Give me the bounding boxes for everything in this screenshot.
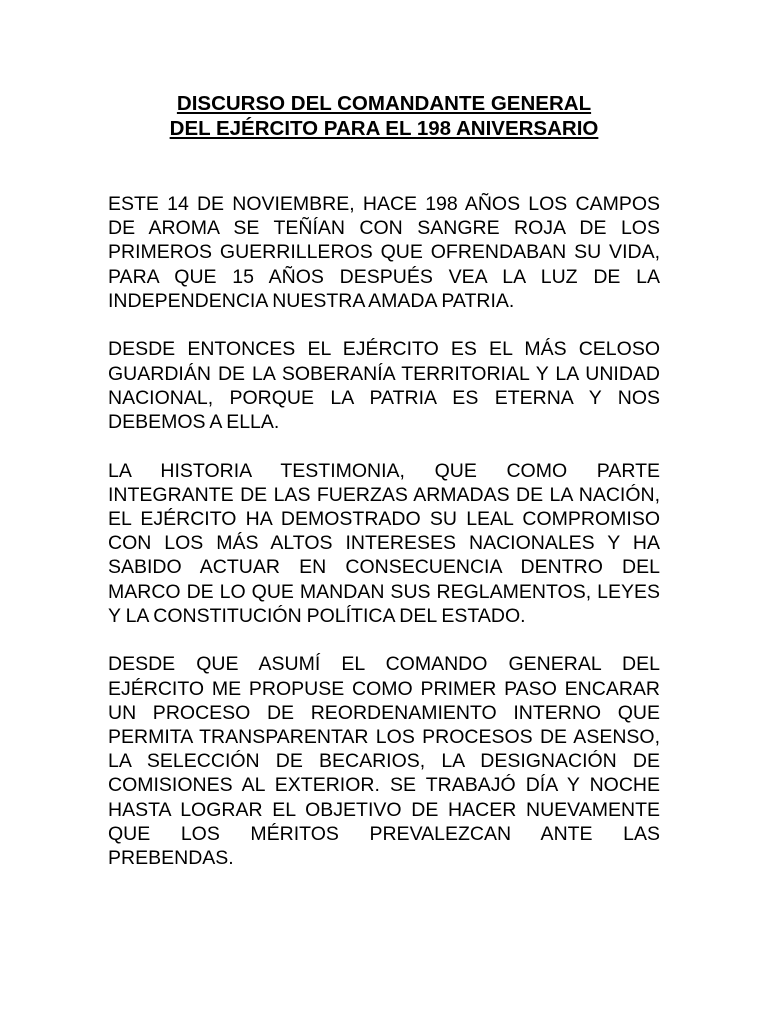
paragraph-2: DESDE ENTONCES EL EJÉRCITO ES EL MÁS CELOSO GUARDIÁN DE LA SOBERANÍA TERRITORIAL Y LA UNIDAD NACIONAL, PORQUE LA PATRIA ES ETERNA Y NOS DEBEMOS A ELLA.	[108, 338, 660, 434]
document-title-line-2: DEL EJÉRCITO PARA EL 198 ANIVERSARIO	[169, 117, 599, 140]
paragraph-4: DESDE QUE ASUMÍ EL COMANDO GENERAL DEL EJÉRCITO ME PROPUSE COMO PRIMER PASO ENCARAR UN PROCESO DE REORDENAMIENTO INTERNO QUE PERMITA TRANSPARENTAR LOS PROCESOS DE ASENSO, LA SELECCIÓN DE BECARIOS, LA DESIGNACIÓN DE COMISIONES AL EXTERIOR. SE TRABAJÓ DÍA Y NOCHE HASTA LOGRAR EL OBJETIVO DE HACER NUEVAMENTE QUE LOS MÉRITOS PREVALEZCAN ANTE LAS PREBENDAS.	[108, 653, 660, 870]
document-title-line-1: DISCURSO DEL COMANDANTE GENERAL	[176, 92, 592, 115]
paragraph-1: ESTE 14 DE NOVIEMBRE, HACE 198 AÑOS LOS CAMPOS DE AROMA SE TEÑÍAN CON SANGRE ROJA DE LOS PRIMEROS GUERRILLEROS QUE OFRENDABAN SU VIDA, PARA QUE 15 AÑOS DESPUÉS VEA LA LUZ DE LA INDEPENDENCIA NUESTRA AMADA PATRIA.	[108, 193, 660, 312]
document-title	[0, 91, 768, 141]
document-body	[108, 192, 660, 895]
paragraph-3: LA HISTORIA TESTIMONIA, QUE COMO PARTE INTEGRANTE DE LAS FUERZAS ARMADAS DE LA NACIÓN, EL EJÉRCITO HA DEMOSTRADO SU LEAL COMPROMISO CON LOS MÁS ALTOS INTERESES NACIONALES Y HA SABIDO ACTUAR EN CONSECUENCIA DENTRO DEL MARCO DE LO QUE MANDAN SUS REGLAMENTOS, LEYES Y LA CONSTITUCIÓN POLÍTICA DEL ESTADO.	[108, 459, 660, 627]
